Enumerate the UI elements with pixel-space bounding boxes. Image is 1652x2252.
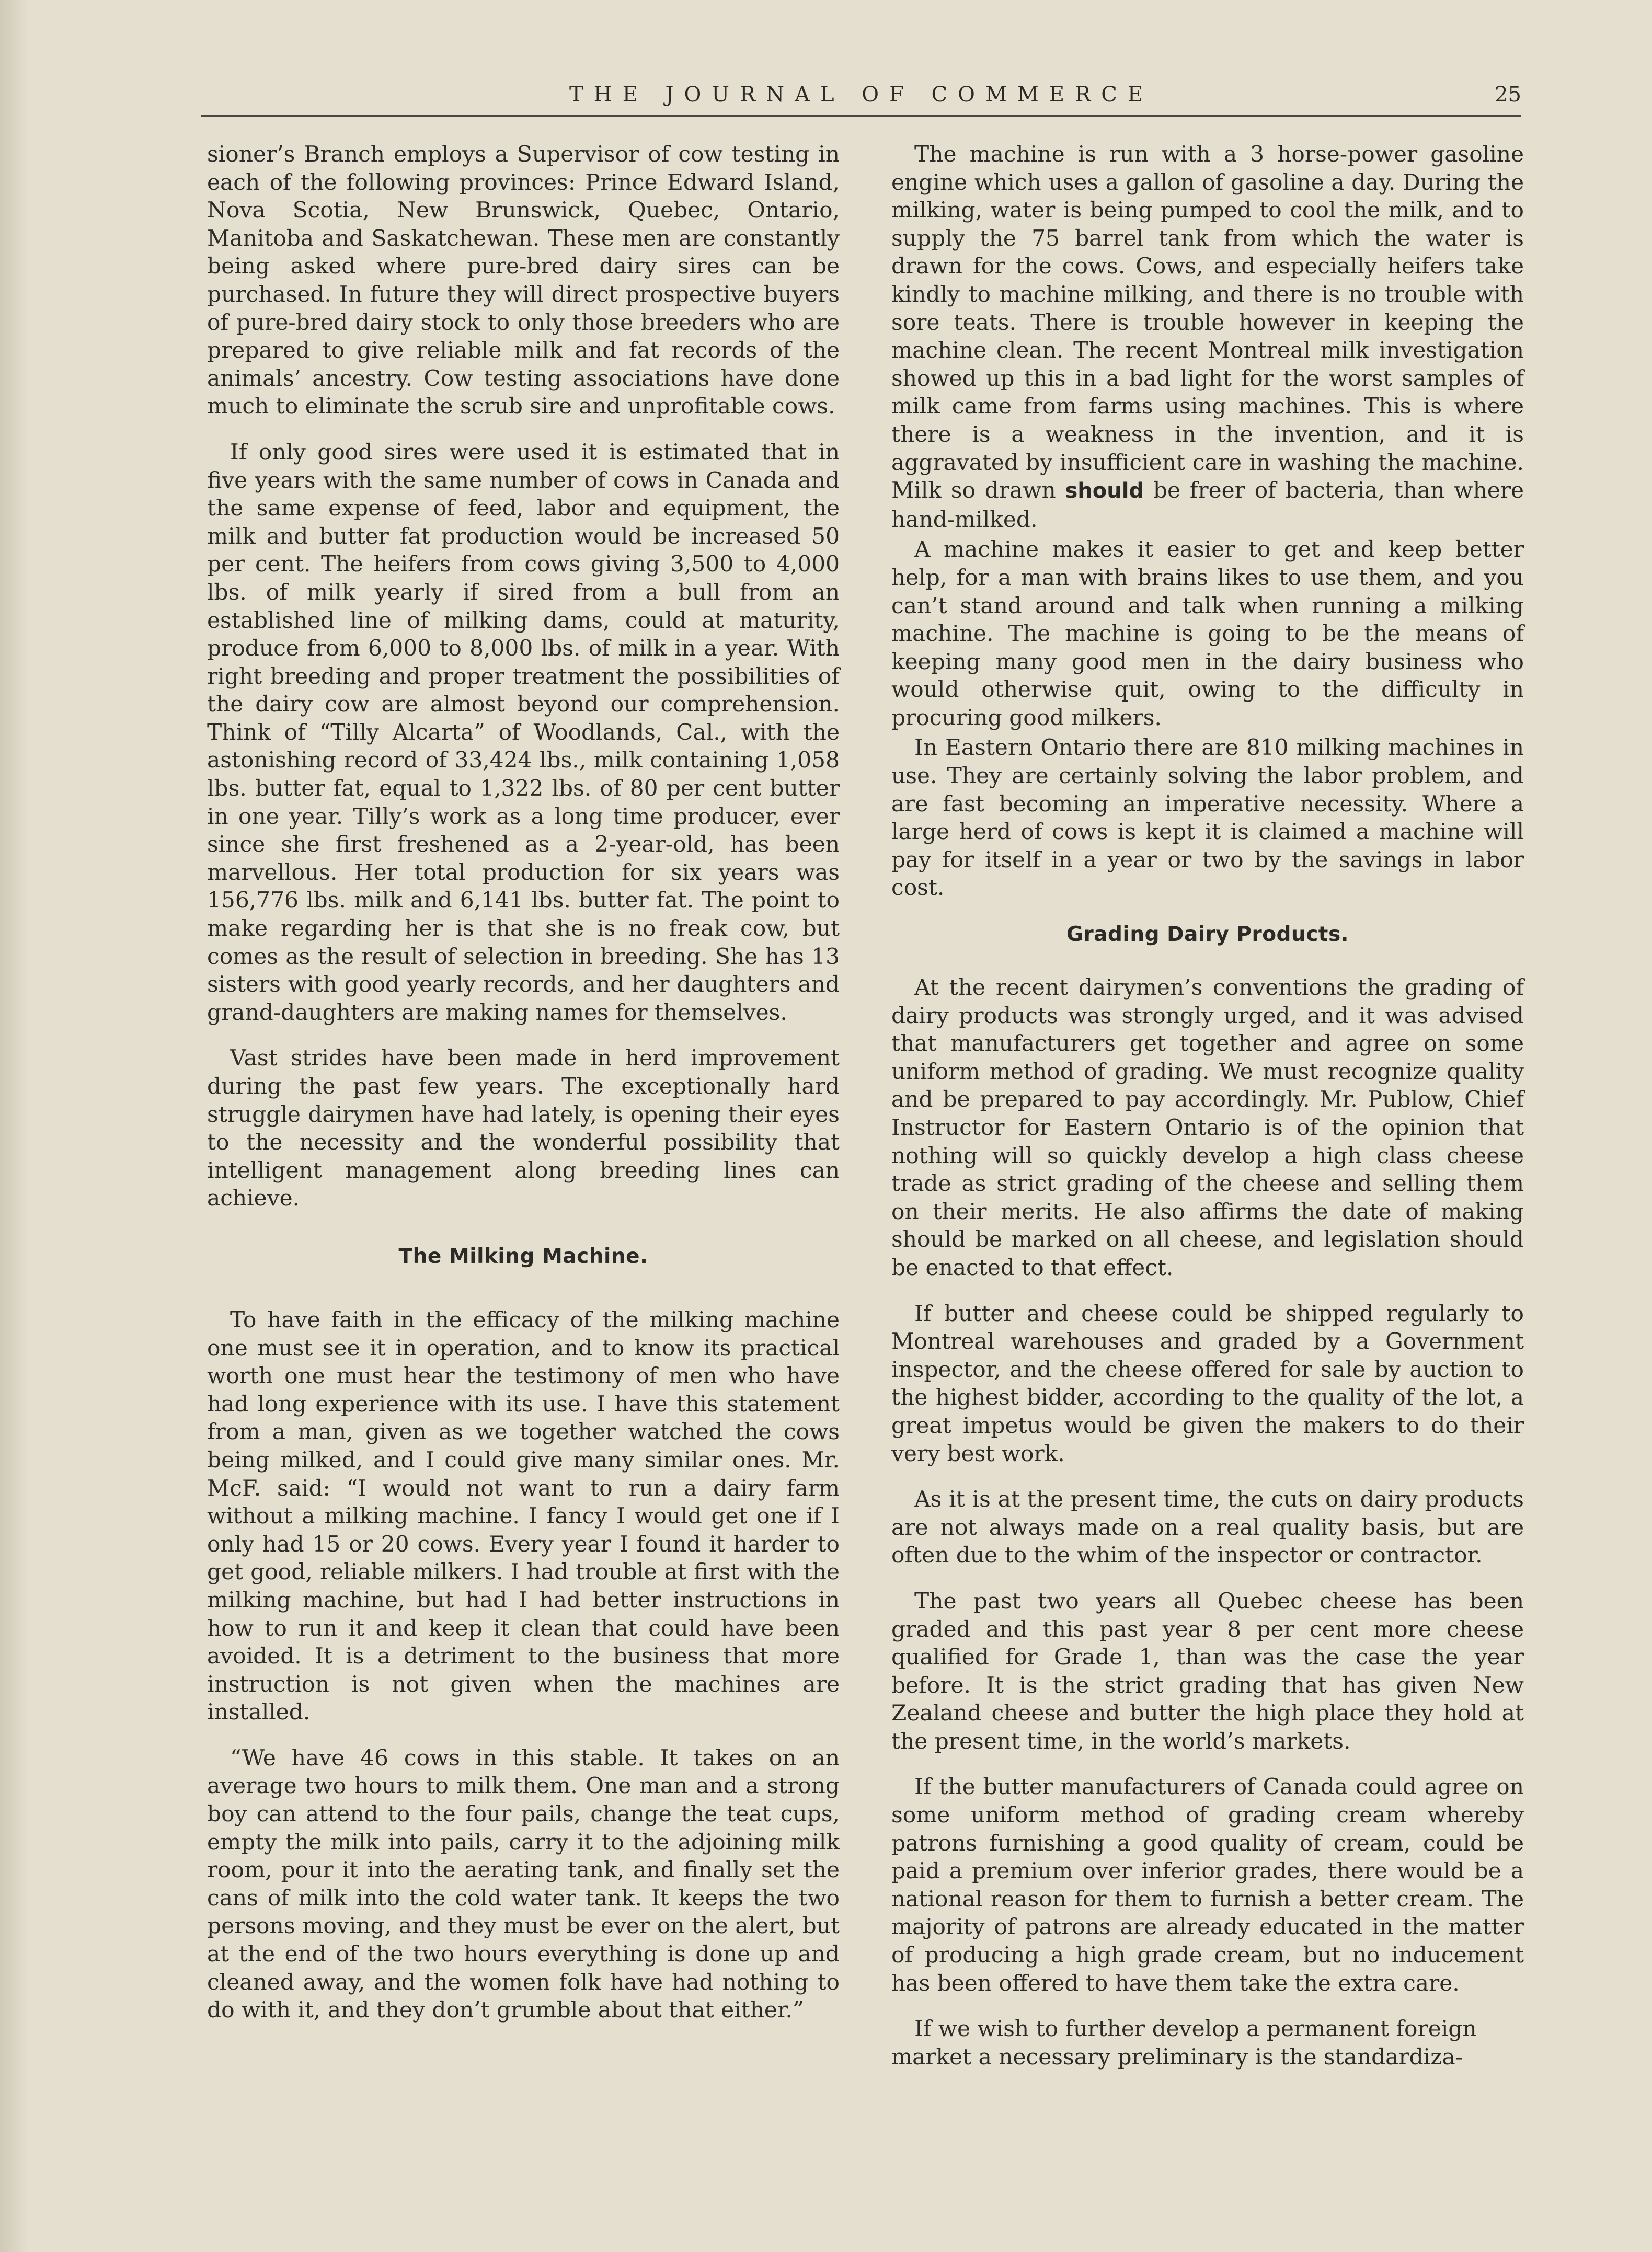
paragraph: If the butter manufacturers of Canada could agree on some uniform method of grading cream whereby patrons furnishing a good quality of cream, could be paid a premium over inferior grades, there would be a national reason for them to furnish a better cream. The majority of patrons are already educated in the matter of producing a high grade cream, but no inducement has been offered to have them take the extra care.: [891, 1774, 1524, 1996]
section-heading-grading-dairy-products: Grading Dairy Products.: [1066, 923, 1349, 947]
text-run: be freer of bacteria, than where hand-milked.: [891, 477, 1524, 532]
paragraph: Vast strides have been made in herd improvement during the past few years. The exceptionally hard struggle dairymen have had lately, is opening their eyes to the necessity and the wonderful possibility that intelligent management along breeding lines can achieve.: [207, 1045, 840, 1211]
right-column: [891, 140, 1524, 2088]
paragraph: To have faith in the efficacy of the milking machine one must see it in operation, and to know its practical worth one must hear the testimony of men who have had long experience with its use. I have this statement from a man, given as we together watched the cows being milked, and I could give many similar ones. Mr. McF. said: “I would not want to run a dairy farm without a milking machine. I fancy I would get one if I only had 15 or 20 cows. Every year I found it harder to get good, reliable milkers. I had trouble at first with the milking machine, but had I had better instructions in how to run it and keep it clean that could have been avoided. It is a detriment to the business that more instruction is not given when the machines are installed.: [207, 1306, 840, 1725]
text-run: The machine is run with a 3 horse-power gasoline engine which uses a gallon of gasoline a day. During the milking, water is being pumped to cool the milk, and to supply the 75 barrel tank from which the water is drawn for the cows. Cows, and especially heifers take kindly to machine milking, and there is no trouble with sore teats. There is trouble however in keeping the machine clean. The recent Montreal milk investigation showed up this in a bad light for the worst samples of milk came from farms using machines. This is where there is a weakness in the invention, and it is aggravated by insufficient care in washing the machine. Milk so drawn: [891, 141, 1524, 503]
binding-shadow: [0, 0, 29, 2252]
paragraph: The past two years all Quebec cheese has been graded and this past year 8 per cent more cheese qualified for Grade 1, than was the case the year before. It is the strict grading that has given New Zealand cheese and butter the high place they hold at the present time, in the world’s markets.: [891, 1588, 1524, 1754]
emphasized-word: should: [1065, 479, 1144, 503]
paragraph: A machine makes it easier to get and keep better help, for a man with brains likes to use them, and you can’t stand around and talk when running a milking machine. The machine is going to be the means of keeping many good men in the dairy business who would otherwise quit, owing to the difficulty in procuring good milkers.: [891, 536, 1524, 730]
page-number: 25: [1495, 83, 1521, 107]
header-rule: [201, 115, 1521, 117]
paragraph: “We have 46 cows in this stable. It takes on an average two hours to milk them. One man and a strong boy can attend to the four pails, change the teat cups, empty the milk into pails, carry it to the adjoining milk room, pour it into the aerating tank, and finally set the cans of milk into the cold water tank. It keeps the two persons moving, and they must be ever on the alert, but at the end of the two hours everything is done up and cleaned away, and the women folk have had nothing to do with it, and they don’t grumble about that either.”: [207, 1744, 840, 2023]
paragraph: [891, 140, 1524, 533]
section-heading-milking-machine: The Milking Machine.: [398, 1244, 648, 1268]
paragraph: If only good sires were used it is estimated that in five years with the same number of cows in Canada and the same expense of feed, labor and equipment, the milk and butter fat production would be increased 50 per cent. The heifers from cows giving 3,500 to 4,000 lbs. of milk yearly if sired from a bull from an established line of milking dams, could at maturity, produce from 6,000 to 8,000 lbs. of milk in a year. With right breeding and proper treatment the possibilities of the dairy cow are almost beyond our comprehension. Think of “Tilly Alcarta” of Woodlands, Cal., with the astonishing record of 33,424 lbs., milk containing 1,058 lbs. butter fat, equal to 1,322 lbs. of 80 per cent butter in one year. Tilly’s work as a long time producer, ever since she first freshened as a 2-year-old, has been marvellous. Her total production for six years was 156,776 lbs. milk and 6,141 lbs. butter fat. The point to make regarding her is that she is no freak cow, but comes as the result of selection in breeding. She has 13 sisters with good yearly records, and her daughters and grand-daughters are making names for themselves.: [207, 439, 840, 1025]
paragraph: In Eastern Ontario there are 810 milking machines in use. They are certainly solving the labor problem, and are fast becoming an imperative necessity. Where a large herd of cows is kept it is claimed a machine will pay for itself in a year or two by the savings in labor cost.: [891, 734, 1524, 901]
paragraph: As it is at the present time, the cuts on dairy products are not always made on a real quality basis, but are often due to the whim of the inspector or contractor.: [891, 1486, 1524, 1568]
paragraph: sioner’s Branch employs a Supervisor of cow testing in each of the following provinces: Prince Edward Island, Nova Scotia, New Brunswick, Quebec, Ontario, Manitoba and Saskatchewan. These men are constantly being asked where pure-bred dairy sires can be purchased. In future they will direct prospective buyers of pure-bred dairy stock to only those breeders who are prepared to give reliable milk and fat records of the animals’ ancestry. Cow testing associations have done much to eliminate the scrub sire and unprofitable cows.: [207, 141, 840, 419]
running-head: THE JOURNAL OF COMMERCE: [569, 83, 1153, 107]
page-header: [201, 83, 1521, 114]
left-column: [207, 140, 840, 2042]
paragraph: If butter and cheese could be shipped regularly to Montreal warehouses and graded by a Government inspector, and the cheese offered for sale by auction to the highest bidder, according to the quality of the lot, a great impetus would be given the makers to do their very best work.: [891, 1300, 1524, 1466]
paragraph: At the recent dairymen’s conventions the grading of dairy products was strongly urged, and it was advised that manufacturers get together and agree on some uniform method of grading. We must recognize quality and be prepared to pay accordingly. Mr. Publow, Chief Instructor for Eastern Ontario is of the opinion that nothing will so quickly develop a high class cheese trade as strict grading of the cheese and selling them on their merits. He also affirms the date of making should be marked on all cheese, and legislation should be enacted to that effect.: [891, 974, 1524, 1280]
paragraph: If we wish to further develop a permanent foreign market a necessary preliminary is the standardiza-: [891, 2016, 1477, 2070]
